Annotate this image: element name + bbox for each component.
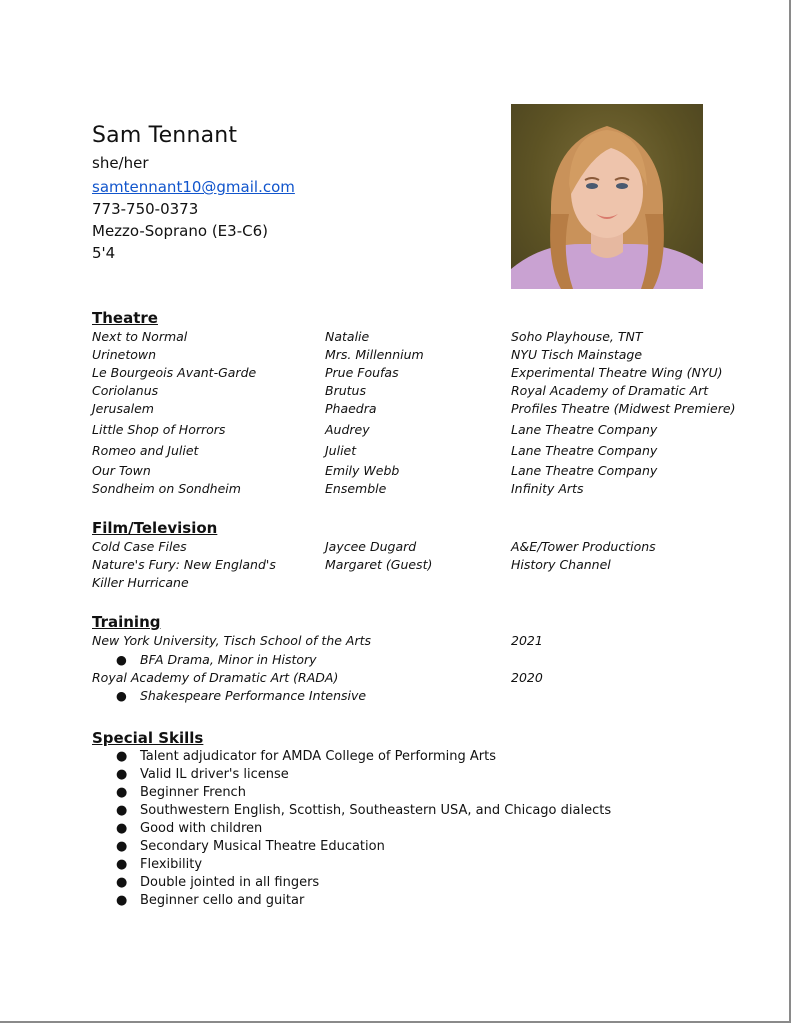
credit-show: Jerusalem: [92, 401, 154, 416]
credit-show: Coriolanus: [92, 383, 159, 398]
credit-row: [92, 400, 772, 418]
credit-venue: Experimental Theatre Wing (NYU): [511, 365, 723, 380]
bullet-icon: ●: [116, 839, 128, 854]
section-heading-theatre: Theatre: [92, 309, 158, 327]
headshot-photo: [511, 104, 703, 289]
credit-show: Killer Hurricane: [92, 575, 189, 590]
bullet-icon: ●: [116, 875, 128, 890]
credit-venue: A&E/Tower Productions: [511, 539, 656, 554]
credit-show: Nature's Fury: New England's: [92, 557, 276, 572]
credit-show: Little Shop of Horrors: [92, 422, 226, 437]
credit-row: [92, 556, 772, 574]
credit-row: [92, 328, 772, 346]
credit-show: Urinetown: [92, 347, 157, 362]
credit-show: Sondheim on Sondheim: [92, 481, 241, 496]
credit-row: [92, 442, 772, 460]
section-heading-skills: Special Skills: [92, 729, 204, 747]
training-entry: [92, 669, 772, 687]
credit-role: Juliet: [325, 443, 357, 458]
credit-role: Mrs. Millennium: [325, 347, 424, 362]
credit-role: Brutus: [325, 383, 366, 398]
training-entry: [92, 632, 772, 650]
voice-type: Mezzo-Soprano (E3-C6): [92, 222, 268, 240]
credit-role: Audrey: [325, 422, 370, 437]
credit-role: Prue Foufas: [325, 365, 399, 380]
bullet-icon: ●: [116, 893, 128, 908]
credit-row-continuation: [92, 574, 772, 592]
pronouns: she/her: [92, 154, 149, 172]
section-heading-training: Training: [92, 613, 161, 631]
credit-venue: Lane Theatre Company: [511, 443, 658, 458]
training-year: 2020: [511, 670, 543, 685]
credit-role: Jaycee Dugard: [325, 539, 417, 554]
bullet-icon: ●: [116, 652, 127, 667]
actor-name: Sam Tennant: [92, 123, 238, 148]
credit-row: [92, 480, 772, 498]
training-school: New York University, Tisch School of the Arts: [92, 633, 372, 648]
credit-venue: History Channel: [511, 557, 611, 572]
bullet-icon: ●: [116, 785, 128, 800]
credit-row: [92, 462, 772, 480]
credit-venue: Soho Playhouse, TNT: [511, 329, 643, 344]
credit-role: Phaedra: [325, 401, 377, 416]
credit-role: Ensemble: [325, 481, 387, 496]
bullet-icon: ●: [116, 688, 127, 703]
credit-venue: Profiles Theatre (Midwest Premiere): [511, 401, 736, 416]
credit-row: [92, 364, 772, 382]
credit-row: [92, 382, 772, 400]
credit-role: Margaret (Guest): [325, 557, 433, 572]
credit-show: Cold Case Files: [92, 539, 187, 554]
credit-venue: Royal Academy of Dramatic Art: [511, 383, 709, 398]
credit-show: Our Town: [92, 463, 151, 478]
height: 5'4: [92, 244, 116, 262]
bullet-icon: ●: [116, 767, 128, 782]
credit-show: Next to Normal: [92, 329, 188, 344]
training-year: 2021: [511, 633, 543, 648]
credit-role: Natalie: [325, 329, 370, 344]
credit-venue: Lane Theatre Company: [511, 463, 658, 478]
email-link[interactable]: samtennant10@gmail.com: [92, 178, 295, 196]
credit-role: Emily Webb: [325, 463, 400, 478]
credit-show: Romeo and Juliet: [92, 443, 199, 458]
bullet-icon: ●: [116, 857, 128, 872]
bullet-icon: ●: [116, 821, 128, 836]
credit-venue: NYU Tisch Mainstage: [511, 347, 643, 362]
credit-row: [92, 538, 772, 556]
bullet-icon: ●: [116, 749, 128, 764]
credit-row: [92, 421, 772, 439]
training-school: Royal Academy of Dramatic Art (RADA): [92, 670, 339, 685]
credit-venue: Lane Theatre Company: [511, 422, 658, 437]
credit-show: Le Bourgeois Avant-Garde: [92, 365, 257, 380]
bullet-icon: ●: [116, 803, 128, 818]
credit-row: [92, 346, 772, 364]
phone-number: 773-750-0373: [92, 200, 199, 218]
credit-venue: Infinity Arts: [511, 481, 584, 496]
section-heading-film: Film/Television: [92, 519, 218, 537]
